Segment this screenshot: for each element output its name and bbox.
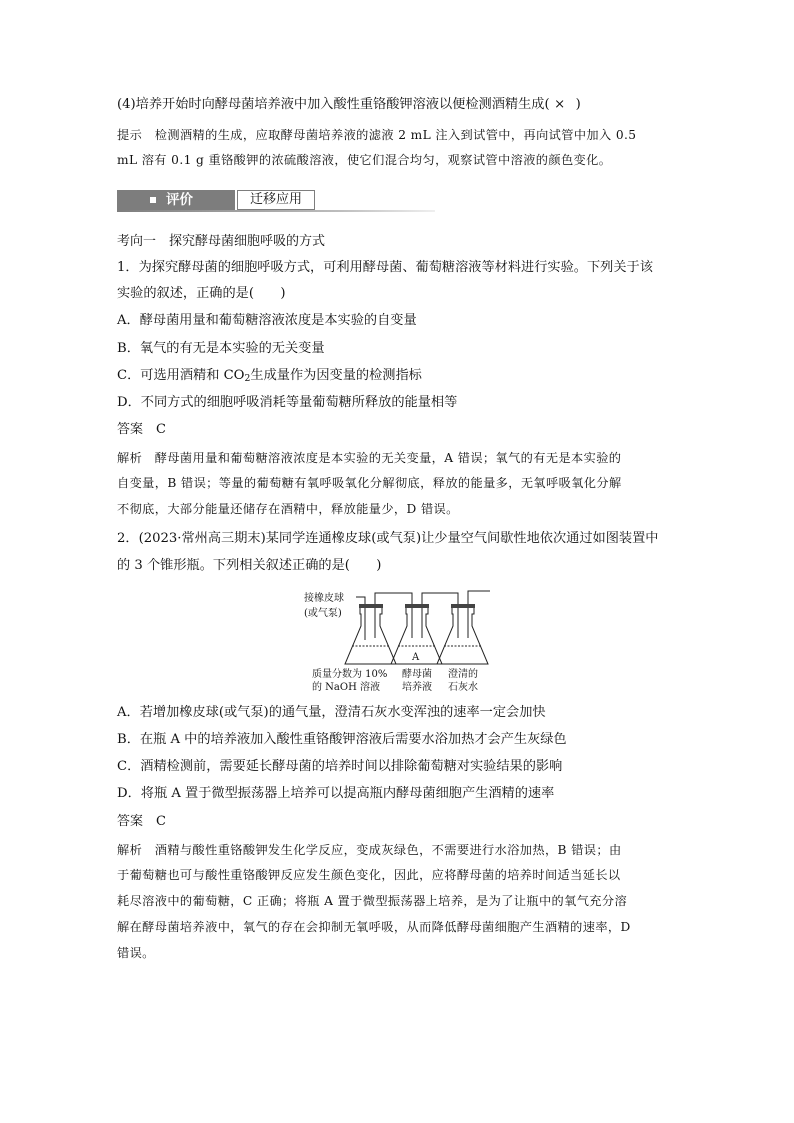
cap-1-line-1: 质量分数为 10%: [312, 669, 388, 680]
section-subtitle: 迁移应用: [237, 190, 315, 210]
q1-analysis-line-1: 解析 酵母菌用量和葡萄糖溶液浓度是本实验的无关变量，A 错误；氧气的有无是本实验的: [117, 451, 622, 465]
q1-option-d: D．不同方式的细胞呼吸消耗等量葡萄糖所释放的能量相等: [117, 395, 458, 410]
q2-analysis-line-5: 错误。: [117, 946, 155, 960]
cap-3-line-1: 澄清的: [448, 669, 478, 680]
pump-label-2: (或气泵): [304, 608, 342, 619]
q1-stem-line-2: 实验的叙述，正确的是( ): [117, 286, 286, 301]
q1-analysis-line-2: 自变量，B 错误；等量的葡萄糖有氧呼吸氧化分解彻底，释放的能量多，无氧呼吸氧化分解: [117, 476, 622, 490]
q1-option-c-pre: C．可选用酒精和 CO: [117, 368, 245, 383]
q2-answer: 答案 C: [117, 814, 166, 829]
q2-stem-line-1: 2．(2023·常州高三期末)某同学连通橡皮球(或气泵)让少量空气间歇性地依次通过如图装置中: [117, 531, 659, 546]
q2-analysis-line-1: 解析 酒精与酸性重铬酸钾发生化学反应，变成灰绿色，不需要进行水浴加热，B 错误；由: [117, 843, 622, 857]
section-tag-bar: [117, 190, 235, 210]
q1-option-c-post: 生成量作为因变量的检测指标: [250, 368, 422, 383]
cap-3-line-2: 石灰水: [448, 682, 478, 693]
stopper-1: [359, 604, 383, 608]
hint-label: 提示: [117, 128, 143, 142]
q2-option-c: C．酒精检测前，需要延长酵母菌的培养时间以排除葡萄糖对实验结果的影响: [117, 759, 563, 774]
square-bullet-icon: [150, 197, 156, 203]
q1-option-b: B．氧气的有无是本实验的无关变量: [117, 341, 325, 356]
q2-option-d: D．将瓶 A 置于微型振荡器上培养可以提高瓶内酵母菌细胞产生酒精的速率: [117, 786, 555, 801]
q1-option-a: A．酵母菌用量和葡萄糖溶液浓度是本实验的自变量: [117, 313, 417, 328]
q2-option-b: B．在瓶 A 中的培养液加入酸性重铬酸钾溶液后需要水浴加热才会产生灰绿色: [117, 732, 567, 747]
q2-analysis-line-2: 于葡萄糖也可与酸性重铬酸钾反应发生颜色变化，因此，应将酵母菌的培养时间适当延长以: [117, 868, 621, 882]
pump-label-1: 接橡皮球: [304, 593, 344, 604]
cap-1-line-2: 的 NaOH 溶液: [312, 682, 380, 693]
q1-analysis-line-3: 不彻底，大部分能量还储存在酒精中，释放能量少，D 错误。: [117, 502, 459, 516]
item4-close: ): [575, 97, 581, 112]
hint-line-2: mL 溶有 0.1 g 重铬酸钾的浓硫酸溶液，使它们混合均匀，观察试管中溶液的颜色变化。: [117, 153, 612, 167]
q2-stem-line-2: 的 3 个锥形瓶。下列相关叙述正确的是( ): [117, 558, 382, 573]
apparatus-figure: [300, 588, 500, 694]
q1-option-c: [117, 367, 422, 385]
q1-option-c-sub: 2: [244, 373, 251, 384]
section-banner: [117, 190, 435, 212]
cap-2-line-1: 酵母菌: [402, 669, 432, 680]
item4-line: [117, 96, 581, 114]
section-rule: [117, 210, 435, 212]
connector-tube-1: [375, 593, 412, 638]
item4-text: (4)培养开始时向酵母菌培养液中加入酸性重铬酸钾溶液以便检测酒精生成(: [117, 97, 550, 112]
topic-heading: 考向一 探究酵母菌细胞呼吸的方式: [117, 234, 326, 249]
q2-analysis-line-3: 耗尽溶液中的葡萄糖，C 正确；将瓶 A 置于微型振荡器上培养，是为了让瓶中的氧气充分溶: [117, 894, 628, 908]
flask-a-letter: A: [412, 652, 420, 663]
hint-text-1: 检测酒精的生成，应取酵母菌培养液的滤液 2 mL 注入到试管中，再向试管中加入 0.5: [154, 128, 637, 142]
cap-2-line-2: 培养液: [402, 682, 432, 693]
flask-naoh: [345, 607, 396, 664]
q1-answer: 答案 C: [117, 422, 166, 437]
item4-mark: ×: [554, 97, 566, 112]
outlet-tube: [468, 591, 490, 638]
stopper-3: [451, 604, 475, 608]
q1-stem-line-1: 1．为探究酵母菌的细胞呼吸方式，可利用酵母菌、葡萄糖溶液等材料进行实验。下列关于该: [117, 260, 653, 275]
flask-limewater: [437, 607, 488, 664]
section-tag: 评价: [166, 192, 193, 208]
q2-analysis-line-4: 解在酵母菌培养液中，氧气的存在会抑制无氧呼吸，从而降低酵母菌细胞产生酒精的速率，D: [117, 920, 631, 934]
hint-line-1: [117, 126, 636, 144]
q2-option-a: A．若增加橡皮球(或气泵)的通气量，澄清石灰水变浑浊的速率一定会加快: [117, 705, 546, 720]
stopper-2: [405, 604, 429, 608]
